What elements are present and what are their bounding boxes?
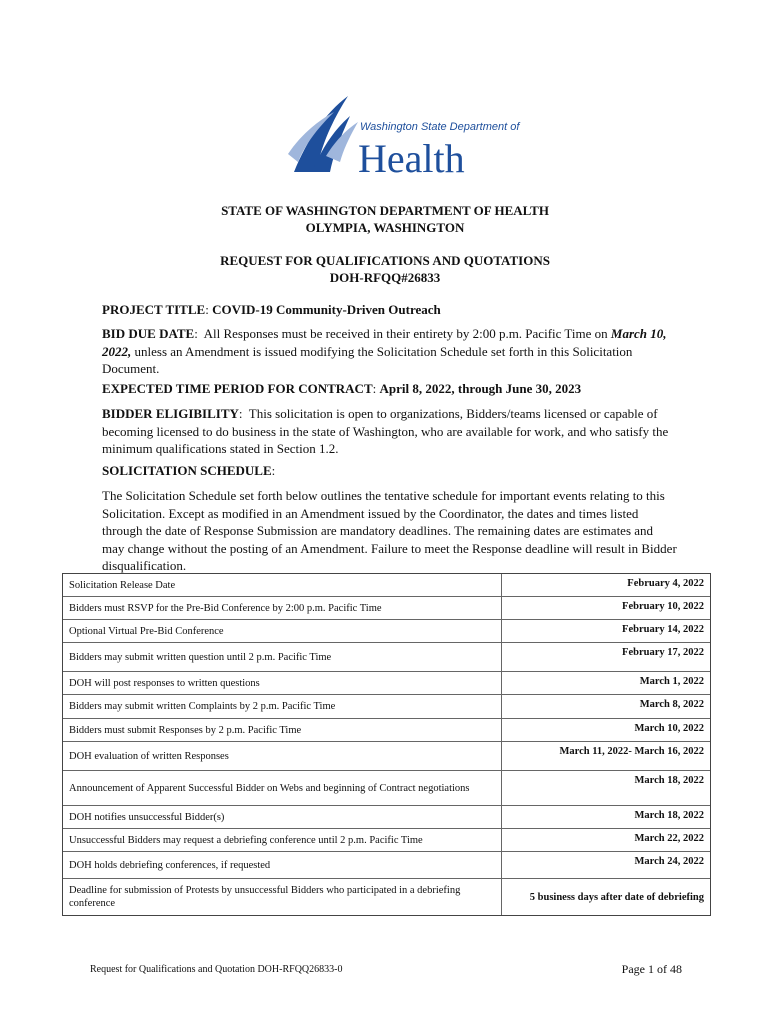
table-row <box>63 620 710 643</box>
schedule-heading: SOLICITATION SCHEDULE: <box>102 463 276 478</box>
date-cell: 5 business days after date of debriefing <box>529 891 704 903</box>
event-cell: Announcement of Apparent Successful Bidder on Webs and beginning of Contract negotiations <box>63 771 502 805</box>
doh-logo <box>286 92 520 181</box>
table-row <box>63 719 710 742</box>
event-cell: DOH will post responses to written questions <box>63 672 502 694</box>
event-cell: Deadline for submission of Protests by unsuccessful Bidders who participated in a debriefing conference <box>63 879 502 915</box>
contract-period-value: April 8, 2022, through June 30, 2023 <box>379 381 582 396</box>
date-cell: February 14, 2022 <box>622 624 704 635</box>
event-cell: Bidders may submit written question until 2 p.m. Pacific Time <box>63 643 502 671</box>
date-cell: March 24, 2022 <box>634 856 704 867</box>
city-line: OLYMPIA, WASHINGTON <box>305 220 465 235</box>
rfq-heading <box>0 252 770 286</box>
contract-period-label: EXPECTED TIME PERIOD FOR CONTRACT <box>102 381 373 396</box>
project-title: PROJECT TITLE: COVID-19 Community-Driven Outreach <box>102 302 441 317</box>
date-cell: February 17, 2022 <box>622 647 704 658</box>
svg-text:Health: Health <box>358 136 465 181</box>
project-title-value: COVID-19 Community-Driven Outreach <box>212 302 441 317</box>
date-cell: March 8, 2022 <box>639 699 704 710</box>
event-cell: DOH evaluation of written Responses <box>63 742 502 770</box>
table-row <box>63 879 710 915</box>
bidder-eligibility: BIDDER ELIGIBILITY: This solicitation is open to organizations, Bidders/teams licensed or capable of becoming licensed to do business in the state of Washington, who are available for work, and who satisfy the minimum qualifications stated in Section 1.2. <box>102 406 669 456</box>
eligibility-label: BIDDER ELIGIBILITY <box>102 406 239 421</box>
date-cell: March 18, 2022 <box>634 775 704 786</box>
event-cell: Solicitation Release Date <box>63 574 502 596</box>
event-cell: Bidders must RSVP for the Pre-Bid Conference by 2:00 p.m. Pacific Time <box>63 597 502 619</box>
bid-due-label: BID DUE DATE <box>102 326 195 341</box>
page-number: Page 1 of 48 <box>621 962 682 976</box>
event-cell: Unsuccessful Bidders may request a debriefing conference until 2 p.m. Pacific Time <box>63 829 502 851</box>
table-row <box>63 829 710 852</box>
table-row <box>63 852 710 879</box>
date-cell: March 11, 2022- March 16, 2022 <box>559 746 704 757</box>
agency-heading <box>0 202 770 236</box>
footer-document-id: Request for Qualifications and Quotation DOH-RFQQ26833-0 <box>90 964 343 975</box>
schedule-table <box>62 573 711 916</box>
table-row <box>63 806 710 829</box>
date-cell: March 10, 2022 <box>634 723 704 734</box>
date-cell: March 22, 2022 <box>634 833 704 844</box>
event-cell: DOH notifies unsuccessful Bidder(s) <box>63 806 502 828</box>
table-row <box>63 643 710 672</box>
date-cell: March 18, 2022 <box>634 810 704 821</box>
doh-logo-graphic <box>286 92 520 181</box>
date-cell: February 10, 2022 <box>622 601 704 612</box>
table-row <box>63 574 710 597</box>
project-title-label: PROJECT TITLE <box>102 302 206 317</box>
table-row <box>63 742 710 771</box>
bid-due-text2: unless an Amendment is issued modifying the Solicitation Schedule set forth in this Solicitation Document. <box>102 343 633 376</box>
schedule-intro: The Solicitation Schedule set forth below outlines the tentative schedule for important events relating to this Solicitation. Except as modified in an Amendment issued by the Coordinator, the dates and times listed through the date of Response Submission are mandatory deadlines. The remaining dates are estimates and may change without the posting of an Amendment. Failure to meet the Response deadline will result in Bidder disqualification. <box>102 488 677 573</box>
event-cell: DOH holds debriefing conferences, if requested <box>63 852 502 878</box>
bid-due-date: BID DUE DATE: All Responses must be received in their entirety by 2:00 p.m. Pacific Time on March 10, 2022, unless an Amendment is issued modifying the Solicitation Schedule set forth in this Solicitation Document. <box>102 326 667 376</box>
table-row <box>63 771 710 806</box>
svg-text:Washington State Department of: Washington State Department of <box>360 121 520 133</box>
contract-period: EXPECTED TIME PERIOD FOR CONTRACT: April 8, 2022, through June 30, 2023 <box>102 381 582 396</box>
rfq-title-line: REQUEST FOR QUALIFICATIONS AND QUOTATIONS <box>220 253 550 268</box>
table-row <box>63 695 710 719</box>
bid-due-text1: All Responses must be received in their entirety by 2:00 p.m. Pacific Time on <box>203 326 608 341</box>
event-cell: Bidders must submit Responses by 2 p.m. Pacific Time <box>63 719 502 741</box>
bid-due-date-value: March 10, 2022, <box>102 326 667 359</box>
event-cell: Bidders may submit written Complaints by 2 p.m. Pacific Time <box>63 695 502 718</box>
table-row <box>63 672 710 695</box>
table-row <box>63 597 710 620</box>
rfq-number-line: DOH-RFQQ#26833 <box>329 270 441 285</box>
date-cell: February 4, 2022 <box>627 578 704 589</box>
eligibility-text: This solicitation is open to organizations, Bidders/teams licensed or capable of becoming licensed to do business in the state of Washington, who are available for work, and who satisfy the minimum qualifications stated in Section 1.2. <box>102 406 669 456</box>
date-cell: March 1, 2022 <box>639 676 704 687</box>
schedule-label: SOLICITATION SCHEDULE <box>102 463 272 478</box>
event-cell: Optional Virtual Pre-Bid Conference <box>63 620 502 642</box>
agency-line: STATE OF WASHINGTON DEPARTMENT OF HEALTH <box>221 203 549 218</box>
